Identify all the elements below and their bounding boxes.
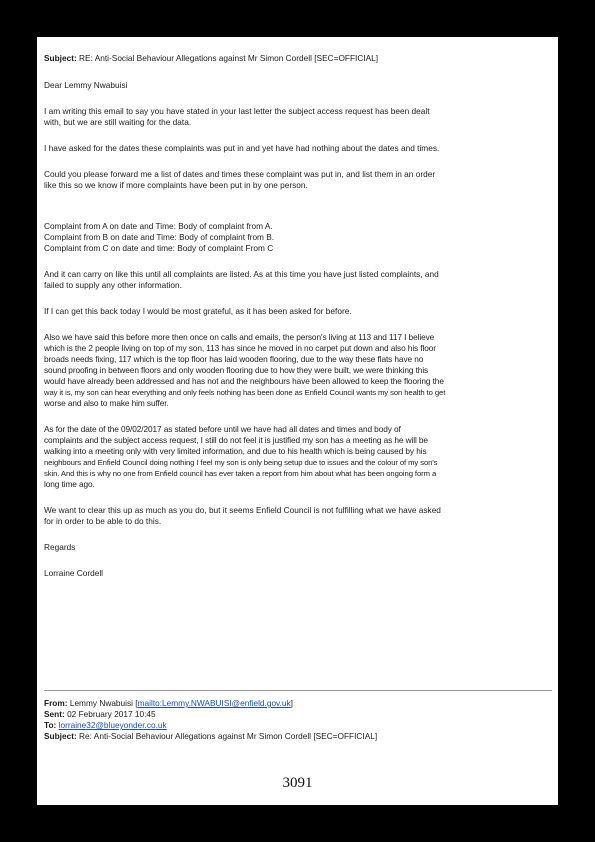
to-line <box>44 720 550 731</box>
paragraph-7 <box>44 424 550 490</box>
from-bracket: ] <box>290 698 293 708</box>
document-page <box>37 37 558 805</box>
subject-text: RE: Anti-Social Behaviour Allegations against Mr Simon Cordell [SEC=OFFICIAL] <box>79 53 379 63</box>
list-item: Complaint from B on date and Time: Body of complaint from B. <box>44 232 275 242</box>
greeting: Dear Lemmy Nwabuisi <box>44 80 128 90</box>
page-number: 3091 <box>282 775 313 791</box>
paragraph-6 <box>44 332 550 409</box>
paragraph-6-line: would have already been addressed and has not and the neighbours have been allowed to keep the flooring the <box>44 376 444 386</box>
list-item: Complaint from A on date and Time: Body of complaint from A. <box>44 221 273 231</box>
footer-subject-line <box>44 731 550 742</box>
from-email-link[interactable]: mailto:Lemmy.NWABUISI@enfield.gov.uk <box>137 698 291 708</box>
list-item: Complaint from C on date and time: Body of complaint From C <box>44 243 274 253</box>
paragraph-2: I have asked for the dates these complaints was put in and yet have had nothing about the dates and times. <box>44 143 440 153</box>
paragraph-7-line: As for the date of the 09/02/2017 as stated before until we have had all dates and times and body of <box>44 424 401 434</box>
from-line <box>44 698 550 709</box>
paragraph-8-line: We want to clear this up as much as you do, but it seems Enfield Council is not fulfilling what we have asked <box>44 505 441 515</box>
from-name: Lemmy Nwabuisi [ <box>69 698 138 708</box>
paragraph-1-line: I am writing this email to say you have stated in your last letter the subject access request has been dealt <box>44 106 430 116</box>
signature: Lorraine Cordell <box>44 568 104 578</box>
paragraph-8-line: for in order to be able to do this. <box>44 516 162 526</box>
paragraph-7-line: long time ago. <box>44 479 95 489</box>
paragraph-4 <box>44 269 550 291</box>
paragraph-4-line: And it can carry on like this until all complaints are listed. As at this time you have just listed complaints, and <box>44 269 439 279</box>
sent-label: Sent: <box>44 709 65 719</box>
paragraph-3-line: Could you please forward me a list of dates and times these complaint was put in, and list them in an order <box>44 169 436 179</box>
sent-value: 02 February 2017 10:45 <box>67 709 156 719</box>
footer-subject-text: Re: Anti-Social Behaviour Allegations against Mr Simon Cordell [SEC=OFFICIAL] <box>79 731 378 741</box>
paragraph-3 <box>44 169 550 191</box>
paragraph-6-line: which is the 2 people living on top of my son, 113 has since he moved in no carpet put down and also his floor <box>44 343 436 353</box>
closing: Regards <box>44 542 76 552</box>
paragraph-4-line: failed to supply any other information. <box>44 280 182 290</box>
to-label: To: <box>44 720 57 730</box>
complaint-list <box>44 221 550 254</box>
paragraph-7-line: walking into a meeting only with very limited information, and due to his health which is being caused by his <box>44 446 427 456</box>
to-email-link[interactable]: lorraine32@blueyonder.co.uk <box>58 720 167 730</box>
footer-subject-label: Subject: <box>44 731 77 741</box>
paragraph-6-line: way it is, my son can hear everything and only feels nothing has been done as Enfield Council wants my son health to get <box>44 388 446 397</box>
paragraph-7-line: neighbours and Enfield Council doing nothing I feel my son is only being setup due to issues and the colour of my son's <box>44 458 438 467</box>
paragraph-3-line: like this so we know if more complaints have been put in by one person. <box>44 180 308 190</box>
paragraph-1 <box>44 106 550 128</box>
divider <box>44 690 552 691</box>
email-body <box>44 53 550 579</box>
paragraph-6-line: broads needs fixing, 117 which is the top floor has laid wooden flooring, due to the way these flats have no <box>44 354 424 364</box>
paragraph-1-line: with, but we are still waiting for the data. <box>44 117 192 127</box>
original-message-header <box>44 698 550 742</box>
sent-line <box>44 709 550 720</box>
paragraph-6-line: Also we have said this before more then once on calls and emails, the person's living at 113 and 117 I believe <box>44 332 435 342</box>
from-label: From: <box>44 698 68 708</box>
paragraph-5: If I can get this back today I would be most grateful, as it has been asked for before. <box>44 306 352 316</box>
paragraph-7-line: skin. And this is why no one from Enfield council has ever taken a report from him about what has been ongoing form a <box>44 469 437 478</box>
paragraph-6-line: worse and also to make him suffer. <box>44 398 169 408</box>
subject-label: Subject: <box>44 53 77 63</box>
paragraph-8 <box>44 505 550 527</box>
subject-line <box>44 53 550 64</box>
paragraph-7-line: complaints and the subject access request, I still do not feel it is justified my son has a meeting as he will be <box>44 435 428 445</box>
paragraph-6-line: sound proofing in between floors and only wooden flooring due to how they were built, we were thinking this <box>44 365 429 375</box>
